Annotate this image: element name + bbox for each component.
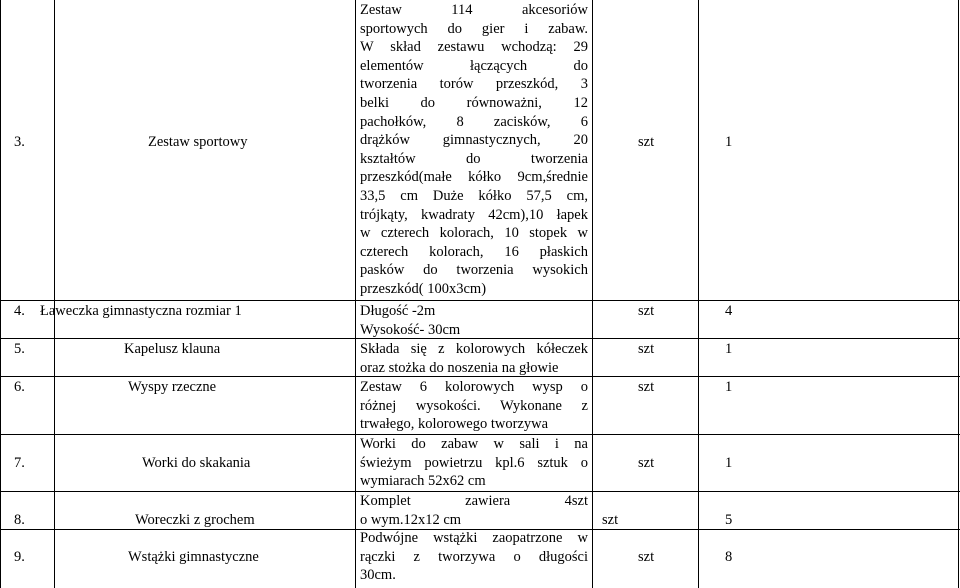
quantity: 1: [725, 134, 733, 150]
unit: szt: [638, 549, 655, 565]
column-divider: [592, 0, 593, 588]
item-description: Worki do zabaw w sali i na świeżym powietrzu kpl.6 sztuk o wymiarach 52x62 cm: [360, 436, 588, 490]
row-number: 8.: [14, 512, 25, 528]
quantity: 8: [725, 549, 733, 565]
row-number: 9.: [14, 549, 25, 565]
item-description: Zestaw 114 akcesoriów sportowych do gier i zabaw. W skład zestawu wchodzą: 29 elementów łączących do tworzenia torów przeszkód, 3 belki do równoważni, 12 pachołków, 8 zacisków, 6 drążków gimnastycznych, 20 kształtów do tworzenia przeszkód(małe kółko 9cm,średnie 33,5 cm Duże kółko 57,5 cm, trójkąty, kwadraty 42cm),10 łapek w czterech kolorach, 10 stopek w czterech kolorach, 16 płaskich pasków do tworzenia wysokich przeszkód( 100x3cm): [360, 2, 588, 297]
table-border-right: [958, 0, 959, 588]
item-name: Kapelusz klauna: [124, 341, 221, 357]
unit: szt: [638, 455, 655, 471]
item-name: Ławeczka gimnastyczna rozmiar 1: [40, 303, 242, 319]
row-number: 7.: [14, 455, 25, 471]
table-border-left: [0, 0, 1, 588]
quantity: 5: [725, 512, 733, 528]
unit: szt: [638, 303, 655, 319]
item-description: Długość -2m Wysokość- 30cm: [360, 303, 461, 338]
row-number: 5.: [14, 341, 25, 357]
column-divider: [698, 0, 699, 588]
row-number: 4.: [14, 303, 25, 319]
quantity: 1: [725, 341, 733, 357]
row-number: 3.: [14, 134, 25, 150]
column-divider: [54, 0, 55, 588]
quantity: 1: [725, 455, 733, 471]
row-number: 6.: [14, 379, 25, 395]
item-description: Podwójne wstążki zaopatrzone w rączki z tworzywa o długości 30cm.: [360, 530, 588, 584]
item-description: Zestaw 6 kolorowych wysp o różnej wysokości. Wykonane z trwałego, kolorowego tworzywa: [360, 379, 588, 433]
unit: szt: [638, 134, 655, 150]
item-description: Komplet zawiera 4szt o wym.12x12 cm: [360, 493, 588, 528]
quantity: 1: [725, 379, 733, 395]
item-name: Wyspy rzeczne: [128, 379, 217, 395]
item-name: Woreczki z grochem: [135, 512, 255, 528]
unit: szt: [638, 379, 655, 395]
item-name: Zestaw sportowy: [148, 134, 248, 150]
unit: szt: [602, 512, 619, 528]
item-description: Składa się z kolorowych kółeczek oraz stożka do noszenia na głowie: [360, 341, 588, 376]
item-name: Worki do skakania: [142, 455, 251, 471]
quantity: 4: [725, 303, 733, 319]
column-divider: [355, 0, 356, 588]
unit: szt: [638, 341, 655, 357]
row-divider: [0, 300, 960, 301]
item-name: Wstążki gimnastyczne: [128, 549, 259, 565]
